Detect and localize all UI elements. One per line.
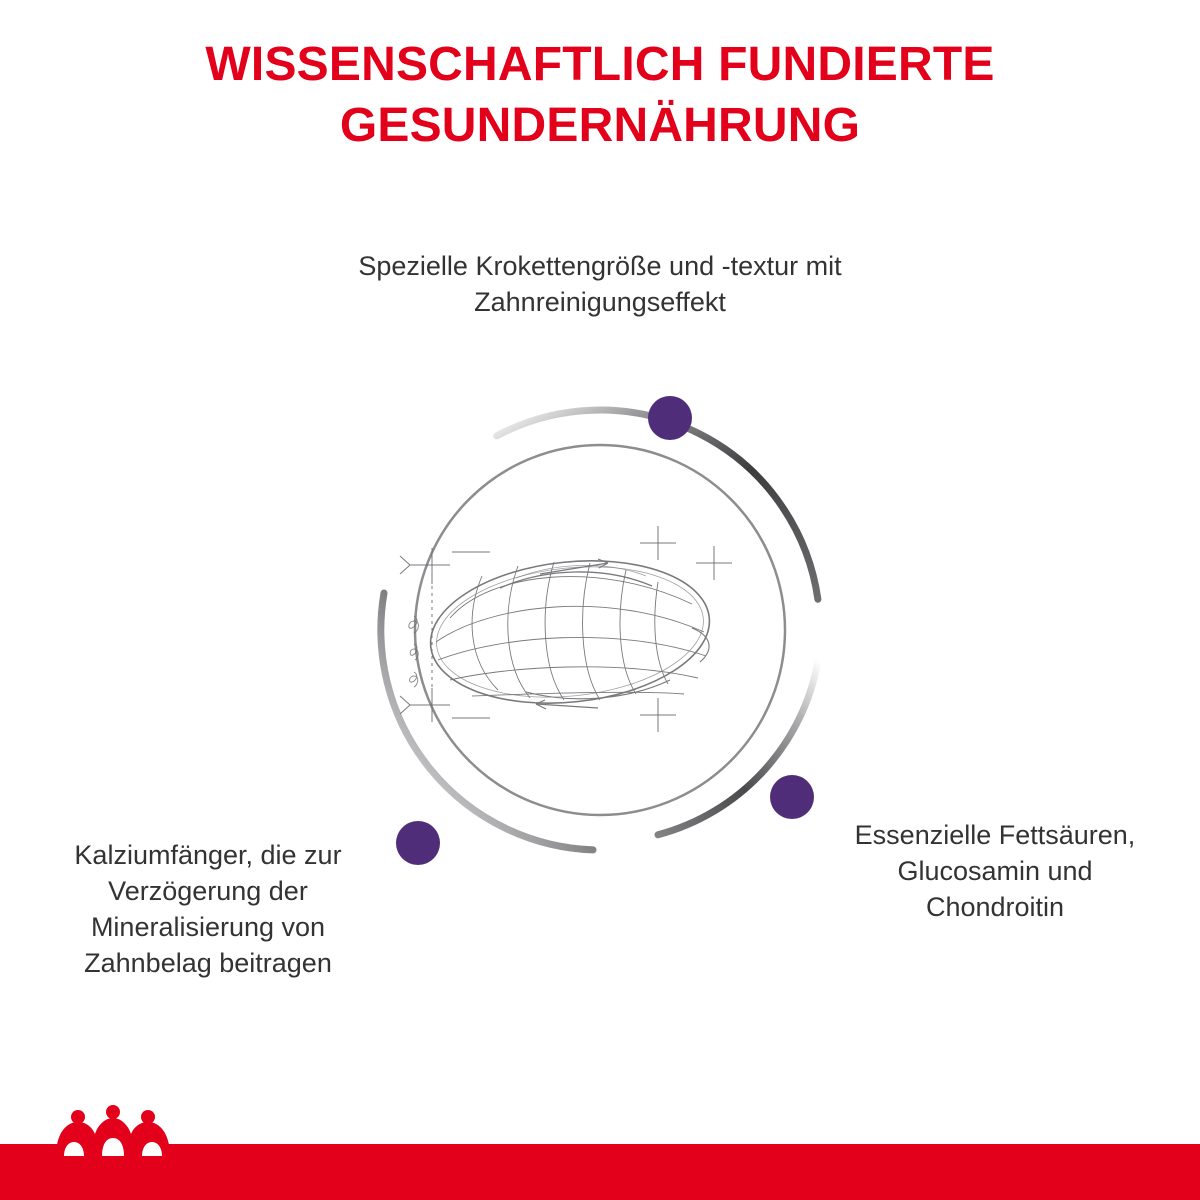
royal-canin-crown-icon bbox=[48, 1104, 178, 1178]
diagram-node-left bbox=[396, 821, 440, 865]
diagram-inner-circle bbox=[415, 445, 785, 815]
circular-diagram bbox=[340, 360, 860, 900]
callout-label-essential-fatty-acids: Essenzielle Fettsäuren, Glucosamin und Chondroitin bbox=[854, 820, 1136, 922]
page-title bbox=[0, 34, 1200, 157]
diagram-ring bbox=[381, 410, 818, 850]
diagram-node-top bbox=[648, 396, 692, 440]
page-title-line-2: GESUNDERNÄHRUNG bbox=[339, 99, 861, 153]
page-title-line-1: WISSENSCHAFTLICH FUNDIERTE bbox=[205, 38, 995, 91]
callout-label-calcium-chelators: Kalziumfänger, die zur Verzögerung der Mineralisierung von Zahnbelag beitragen bbox=[74, 840, 342, 978]
callout-label-kibble-size: Spezielle Krokettengröße und -textur mit Zahnreinigungseffekt bbox=[358, 251, 842, 317]
footer-red-bar bbox=[0, 1144, 1200, 1200]
diagram-node-right bbox=[770, 775, 814, 819]
footer bbox=[0, 1092, 1200, 1200]
kibble-sketch-icon bbox=[400, 526, 732, 732]
